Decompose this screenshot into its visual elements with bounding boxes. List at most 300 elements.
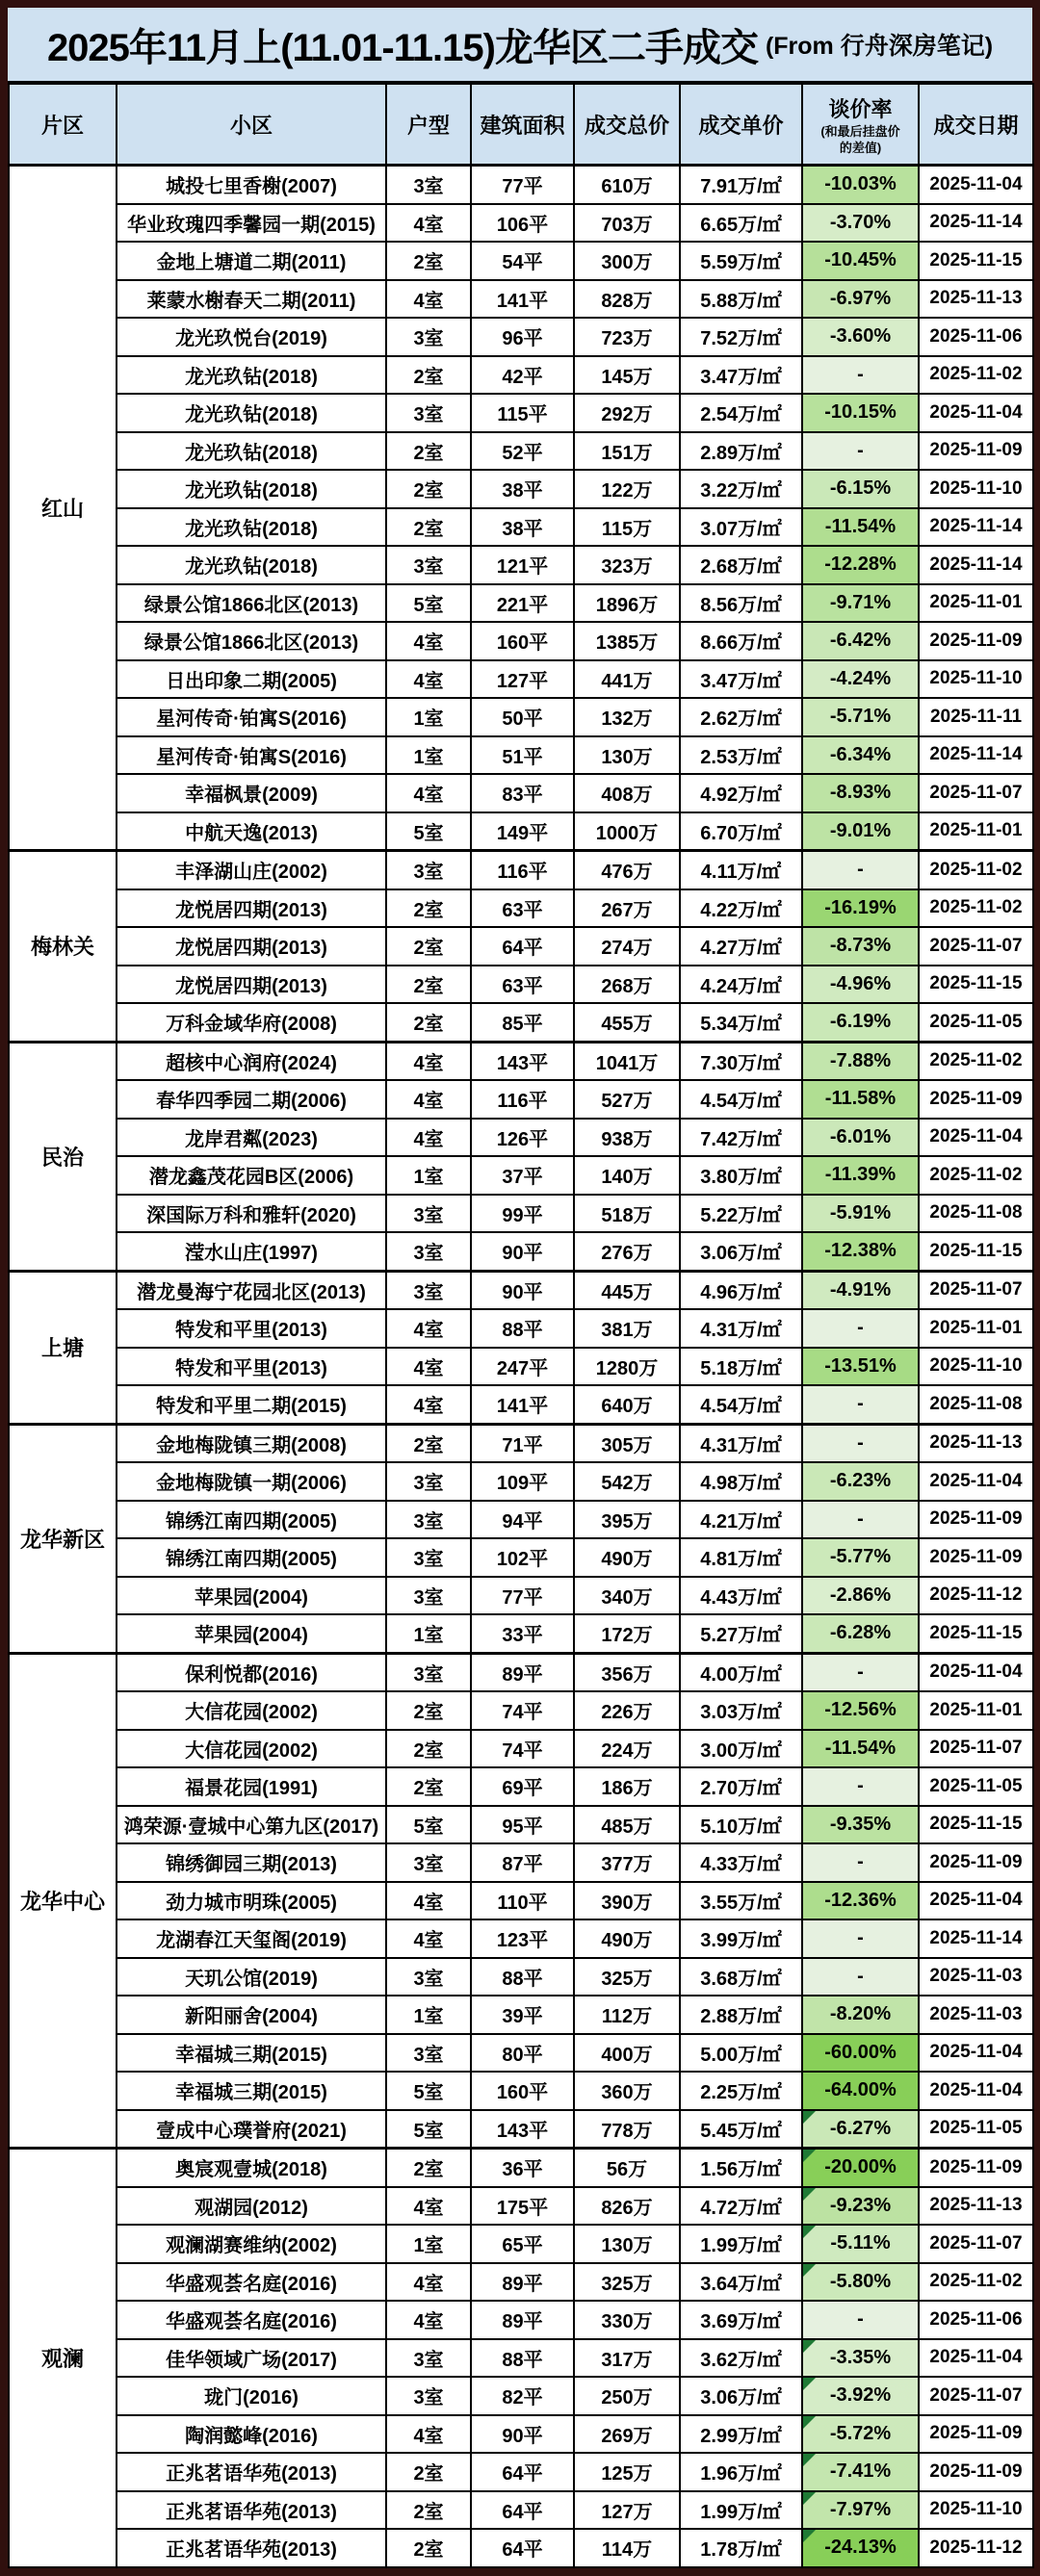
cell-total-price: 330万 <box>574 2301 680 2339</box>
cell-total-price: 276万 <box>574 1232 680 1271</box>
cell-size: 99平 <box>471 1195 574 1233</box>
cell-size: 96平 <box>471 318 574 356</box>
table-row <box>9 1730 1033 1768</box>
cell-rate: - <box>802 1767 919 1806</box>
cell-size: 160平 <box>471 2072 574 2110</box>
cell-date: 2025-11-09 <box>919 1080 1033 1119</box>
table-row <box>9 927 1033 966</box>
cell-date: 2025-11-15 <box>919 1232 1033 1271</box>
cell-layout: 4室 <box>386 2187 471 2226</box>
cell-unit-price: 1.99万/㎡ <box>680 2225 802 2263</box>
cell-total-price: 356万 <box>574 1653 680 1691</box>
cell-layout: 3室 <box>386 2339 471 2378</box>
cell-community: 绿景公馆1866北区(2013) <box>117 622 386 660</box>
cell-rate: - <box>802 851 919 889</box>
cell-rate: -7.97% <box>802 2491 919 2530</box>
cell-community: 华业玫瑰四季馨园一期(2015) <box>117 204 386 243</box>
cell-date: 2025-11-10 <box>919 470 1033 508</box>
cell-date: 2025-11-02 <box>919 1042 1033 1080</box>
cell-size: 221平 <box>471 584 574 623</box>
cell-unit-price: 5.00万/㎡ <box>680 2034 802 2073</box>
cell-date: 2025-11-07 <box>919 927 1033 966</box>
cell-size: 63平 <box>471 966 574 1004</box>
cell-total-price: 125万 <box>574 2453 680 2491</box>
cell-size: 85平 <box>471 1003 574 1042</box>
cell-total-price: 542万 <box>574 1462 680 1501</box>
title-main-text: 2025年11月上(11.01-11.15)龙华区二手成交 <box>46 26 758 69</box>
cell-rate: -5.71% <box>802 698 919 736</box>
cell-date: 2025-11-05 <box>919 2110 1033 2149</box>
cell-date: 2025-11-14 <box>919 736 1033 775</box>
cell-community: 正兆茗语华苑(2013) <box>117 2453 386 2491</box>
cell-community: 龙悦居四期(2013) <box>117 927 386 966</box>
cell-size: 141平 <box>471 1385 574 1424</box>
cell-date: 2025-11-04 <box>919 2072 1033 2110</box>
cell-community: 星河传奇·铂寓S(2016) <box>117 736 386 775</box>
cell-total-price: 778万 <box>574 2110 680 2149</box>
cell-unit-price: 1.96万/㎡ <box>680 2453 802 2491</box>
cell-rate: -8.73% <box>802 927 919 966</box>
note-corner-triangle <box>803 2188 816 2201</box>
cell-rate: -24.13% <box>802 2529 919 2567</box>
cell-size: 74平 <box>471 1730 574 1768</box>
cell-community: 日出印象二期(2005) <box>117 660 386 699</box>
cell-rate: -3.35% <box>802 2339 919 2378</box>
table-row <box>9 1691 1033 1730</box>
note-corner-triangle <box>803 2530 816 2542</box>
table-row <box>9 432 1033 471</box>
note-corner-triangle <box>803 2340 816 2353</box>
table-row <box>9 1882 1033 1920</box>
cell-layout: 2室 <box>386 966 471 1004</box>
cell-community: 幸福城三期(2015) <box>117 2034 386 2073</box>
header-rate-sub-2: 的差值) <box>839 140 882 155</box>
cell-size: 90平 <box>471 2415 574 2454</box>
cell-unit-price: 3.07万/㎡ <box>680 508 802 547</box>
cell-date: 2025-11-03 <box>919 1996 1033 2034</box>
cell-rate: -7.88% <box>802 1042 919 1080</box>
cell-unit-price: 2.88万/㎡ <box>680 1996 802 2034</box>
cell-total-price: 317万 <box>574 2339 680 2378</box>
cell-unit-price: 2.89万/㎡ <box>680 432 802 471</box>
cell-unit-price: 8.66万/㎡ <box>680 622 802 660</box>
table-row <box>9 1919 1033 1958</box>
cell-size: 80平 <box>471 2034 574 2073</box>
table-row <box>9 851 1033 889</box>
cell-layout: 3室 <box>386 1271 471 1309</box>
cell-community: 超核中心润府(2024) <box>117 1042 386 1080</box>
table-row <box>9 622 1033 660</box>
cell-total-price: 518万 <box>574 1195 680 1233</box>
table-row <box>9 1767 1033 1806</box>
cell-community: 金地上塘道二期(2011) <box>117 242 386 280</box>
cell-community: 观澜湖赛维纳(2002) <box>117 2225 386 2263</box>
cell-size: 89平 <box>471 2301 574 2339</box>
cell-date: 2025-11-08 <box>919 1195 1033 1233</box>
cell-unit-price: 1.56万/㎡ <box>680 2149 802 2187</box>
table-row <box>9 280 1033 319</box>
table-row <box>9 774 1033 812</box>
cell-community: 星河传奇·铂寓S(2016) <box>117 698 386 736</box>
note-corner-triangle <box>803 2226 816 2238</box>
table-row <box>9 660 1033 699</box>
cell-layout: 2室 <box>386 508 471 547</box>
cell-rate: -20.00% <box>802 2149 919 2187</box>
table-row <box>9 1271 1033 1309</box>
deals-table <box>8 83 1034 2568</box>
cell-size: 39平 <box>471 1996 574 2034</box>
cell-layout: 2室 <box>386 432 471 471</box>
cell-community: 特发和平里(2013) <box>117 1348 386 1386</box>
cell-total-price: 127万 <box>574 2491 680 2530</box>
cell-size: 77平 <box>471 166 574 204</box>
cell-community: 潜龙曼海宁花园北区(2013) <box>117 1271 386 1309</box>
cell-rate: - <box>802 1309 919 1348</box>
cell-date: 2025-11-15 <box>919 242 1033 280</box>
table-row <box>9 546 1033 584</box>
cell-total-price: 305万 <box>574 1424 680 1462</box>
table-body <box>9 166 1033 2567</box>
cell-rate: -3.70% <box>802 204 919 243</box>
cell-date: 2025-11-07 <box>919 2225 1033 2263</box>
cell-layout: 3室 <box>386 546 471 584</box>
cell-community: 丰泽湖山庄(2002) <box>117 851 386 889</box>
cell-layout: 2室 <box>386 1424 471 1462</box>
cell-date: 2025-11-01 <box>919 1691 1033 1730</box>
cell-unit-price: 5.45万/㎡ <box>680 2110 802 2149</box>
cell-size: 33平 <box>471 1614 574 1653</box>
cell-layout: 4室 <box>386 660 471 699</box>
cell-layout: 4室 <box>386 1385 471 1424</box>
table-row <box>9 1042 1033 1080</box>
table-row <box>9 812 1033 851</box>
table-row <box>9 1843 1033 1882</box>
cell-size: 89平 <box>471 1653 574 1691</box>
cell-community: 龙光玖钻(2018) <box>117 356 386 395</box>
cell-date: 2025-11-05 <box>919 1003 1033 1042</box>
cell-community: 鸿荣源·壹城中心第九区(2017) <box>117 1806 386 1844</box>
cell-layout: 3室 <box>386 1843 471 1882</box>
cell-total-price: 1000万 <box>574 812 680 851</box>
cell-rate: -4.24% <box>802 660 919 699</box>
cell-rate: -6.28% <box>802 1614 919 1653</box>
cell-community: 绿景公馆1866北区(2013) <box>117 584 386 623</box>
table-row <box>9 1195 1033 1233</box>
table-row <box>9 508 1033 547</box>
title-source-text: (From 行舟深房笔记) <box>765 33 994 60</box>
cell-total-price: 610万 <box>574 166 680 204</box>
cell-unit-price: 5.10万/㎡ <box>680 1806 802 1844</box>
cell-date: 2025-11-09 <box>919 2415 1033 2454</box>
cell-total-price: 1280万 <box>574 1348 680 1386</box>
cell-unit-price: 3.69万/㎡ <box>680 2301 802 2339</box>
table-row <box>9 1462 1033 1501</box>
cell-date: 2025-11-12 <box>919 2529 1033 2567</box>
cell-layout: 3室 <box>386 394 471 432</box>
cell-rate: - <box>802 1653 919 1691</box>
cell-date: 2025-11-07 <box>919 774 1033 812</box>
cell-size: 37平 <box>471 1156 574 1195</box>
header-rate <box>802 84 919 166</box>
cell-date: 2025-11-04 <box>919 1119 1033 1157</box>
cell-layout: 3室 <box>386 318 471 356</box>
cell-unit-price: 1.78万/㎡ <box>680 2529 802 2567</box>
cell-date: 2025-11-12 <box>919 1577 1033 1615</box>
cell-total-price: 250万 <box>574 2377 680 2415</box>
cell-unit-price: 8.56万/㎡ <box>680 584 802 623</box>
cell-rate: - <box>802 356 919 395</box>
cell-community: 华盛观荟名庭(2016) <box>117 2301 386 2339</box>
cell-size: 94平 <box>471 1501 574 1539</box>
cell-date: 2025-11-09 <box>919 1501 1033 1539</box>
cell-date: 2025-11-13 <box>919 2187 1033 2226</box>
table-row <box>9 1614 1033 1653</box>
cell-community: 深国际万科和雅轩(2020) <box>117 1195 386 1233</box>
table-row <box>9 2415 1033 2454</box>
cell-size: 74平 <box>471 1691 574 1730</box>
cell-community: 万科金域华府(2008) <box>117 1003 386 1042</box>
cell-community: 金地梅陇镇三期(2008) <box>117 1424 386 1462</box>
cell-size: 54平 <box>471 242 574 280</box>
cell-date: 2025-11-13 <box>919 280 1033 319</box>
cell-total-price: 224万 <box>574 1730 680 1768</box>
cell-size: 127平 <box>471 660 574 699</box>
cell-size: 149平 <box>471 812 574 851</box>
cell-size: 110平 <box>471 1882 574 1920</box>
header-size: 建筑面积 <box>471 84 574 166</box>
cell-total-price: 390万 <box>574 1882 680 1920</box>
cell-size: 63平 <box>471 889 574 928</box>
cell-rate: -8.93% <box>802 774 919 812</box>
cell-community: 天玑公馆(2019) <box>117 1958 386 1996</box>
header-community: 小区 <box>117 84 386 166</box>
cell-date: 2025-11-06 <box>919 318 1033 356</box>
cell-total-price: 527万 <box>574 1080 680 1119</box>
cell-unit-price: 2.68万/㎡ <box>680 546 802 584</box>
cell-community: 壹成中心璞誉府(2021) <box>117 2110 386 2149</box>
cell-total-price: 340万 <box>574 1577 680 1615</box>
cell-date: 2025-11-01 <box>919 584 1033 623</box>
cell-rate: -6.97% <box>802 280 919 319</box>
cell-date: 2025-11-14 <box>919 204 1033 243</box>
table-row <box>9 394 1033 432</box>
cell-layout: 1室 <box>386 1614 471 1653</box>
cell-size: 42平 <box>471 356 574 395</box>
cell-size: 115平 <box>471 394 574 432</box>
cell-rate: - <box>802 1424 919 1462</box>
header-date: 成交日期 <box>919 84 1033 166</box>
cell-community: 观湖园(2012) <box>117 2187 386 2226</box>
cell-unit-price: 7.91万/㎡ <box>680 166 802 204</box>
cell-total-price: 267万 <box>574 889 680 928</box>
cell-community: 锦绣江南四期(2005) <box>117 1501 386 1539</box>
cell-unit-price: 5.18万/㎡ <box>680 1348 802 1386</box>
cell-date: 2025-11-04 <box>919 2339 1033 2378</box>
cell-size: 116平 <box>471 1080 574 1119</box>
cell-total-price: 300万 <box>574 242 680 280</box>
cell-size: 65平 <box>471 2225 574 2263</box>
table-row <box>9 736 1033 775</box>
area-cell: 观澜 <box>9 2149 117 2567</box>
table-row <box>9 1080 1033 1119</box>
cell-unit-price: 2.53万/㎡ <box>680 736 802 775</box>
cell-total-price: 723万 <box>574 318 680 356</box>
cell-date: 2025-11-09 <box>919 622 1033 660</box>
cell-layout: 4室 <box>386 1919 471 1958</box>
table-row <box>9 1003 1033 1042</box>
cell-layout: 1室 <box>386 1156 471 1195</box>
cell-rate: - <box>802 432 919 471</box>
cell-community: 龙岸君粼(2023) <box>117 1119 386 1157</box>
cell-community: 龙悦居四期(2013) <box>117 889 386 928</box>
table-row <box>9 2263 1033 2302</box>
note-corner-triangle <box>803 2150 816 2162</box>
cell-rate: -11.54% <box>802 1730 919 1768</box>
cell-rate: -11.39% <box>802 1156 919 1195</box>
cell-rate: -16.19% <box>802 889 919 928</box>
cell-rate: - <box>802 1843 919 1882</box>
cell-size: 64平 <box>471 927 574 966</box>
cell-layout: 2室 <box>386 470 471 508</box>
cell-unit-price: 6.65万/㎡ <box>680 204 802 243</box>
cell-community: 保利悦都(2016) <box>117 1653 386 1691</box>
cell-rate: -13.51% <box>802 1348 919 1386</box>
cell-unit-price: 4.24万/㎡ <box>680 966 802 1004</box>
cell-unit-price: 3.22万/㎡ <box>680 470 802 508</box>
cell-community: 金地梅陇镇一期(2006) <box>117 1462 386 1501</box>
cell-date: 2025-11-14 <box>919 546 1033 584</box>
cell-size: 83平 <box>471 774 574 812</box>
header-total-price: 成交总价 <box>574 84 680 166</box>
cell-community: 特发和平里(2013) <box>117 1309 386 1348</box>
cell-size: 143平 <box>471 1042 574 1080</box>
cell-size: 38平 <box>471 508 574 547</box>
cell-rate: -9.71% <box>802 584 919 623</box>
cell-community: 锦绣江南四期(2005) <box>117 1538 386 1577</box>
cell-rate: - <box>802 1919 919 1958</box>
cell-total-price: 323万 <box>574 546 680 584</box>
cell-date: 2025-11-15 <box>919 966 1033 1004</box>
cell-unit-price: 2.25万/㎡ <box>680 2072 802 2110</box>
cell-unit-price: 4.72万/㎡ <box>680 2187 802 2226</box>
table-row <box>9 584 1033 623</box>
cell-layout: 2室 <box>386 2149 471 2187</box>
cell-total-price: 490万 <box>574 1919 680 1958</box>
table-row <box>9 2491 1033 2530</box>
cell-rate: - <box>802 1385 919 1424</box>
cell-total-price: 826万 <box>574 2187 680 2226</box>
cell-community: 华盛观荟名庭(2016) <box>117 2263 386 2302</box>
cell-rate: -6.19% <box>802 1003 919 1042</box>
cell-date: 2025-11-10 <box>919 1348 1033 1386</box>
cell-total-price: 408万 <box>574 774 680 812</box>
cell-unit-price: 7.30万/㎡ <box>680 1042 802 1080</box>
cell-size: 247平 <box>471 1348 574 1386</box>
cell-layout: 5室 <box>386 2072 471 2110</box>
area-cell: 龙华新区 <box>9 1424 117 1653</box>
cell-layout: 3室 <box>386 1195 471 1233</box>
cell-total-price: 274万 <box>574 927 680 966</box>
cell-unit-price: 7.42万/㎡ <box>680 1119 802 1157</box>
cell-date: 2025-11-07 <box>919 2377 1033 2415</box>
cell-layout: 4室 <box>386 1080 471 1119</box>
cell-total-price: 640万 <box>574 1385 680 1424</box>
cell-rate: -11.54% <box>802 508 919 547</box>
cell-layout: 2室 <box>386 1691 471 1730</box>
cell-rate: -12.56% <box>802 1691 919 1730</box>
table-row <box>9 2339 1033 2378</box>
cell-rate: -12.28% <box>802 546 919 584</box>
cell-size: 82平 <box>471 2377 574 2415</box>
cell-size: 123平 <box>471 1919 574 1958</box>
cell-size: 121平 <box>471 546 574 584</box>
cell-layout: 3室 <box>386 1462 471 1501</box>
cell-rate: -6.34% <box>802 736 919 775</box>
cell-rate: - <box>802 1958 919 1996</box>
cell-layout: 4室 <box>386 1119 471 1157</box>
cell-layout: 2室 <box>386 356 471 395</box>
cell-layout: 5室 <box>386 1806 471 1844</box>
cell-rate: -3.60% <box>802 318 919 356</box>
cell-unit-price: 4.98万/㎡ <box>680 1462 802 1501</box>
cell-layout: 3室 <box>386 1538 471 1577</box>
cell-date: 2025-11-10 <box>919 660 1033 699</box>
cell-total-price: 828万 <box>574 280 680 319</box>
cell-rate: -6.23% <box>802 1462 919 1501</box>
table-row <box>9 1538 1033 1577</box>
cell-layout: 4室 <box>386 1882 471 1920</box>
table-row <box>9 1501 1033 1539</box>
note-corner-triangle <box>803 2454 816 2466</box>
cell-layout: 2室 <box>386 2529 471 2567</box>
cell-date: 2025-11-09 <box>919 2453 1033 2491</box>
cell-layout: 2室 <box>386 927 471 966</box>
cell-community: 龙光玖钻(2018) <box>117 508 386 547</box>
cell-unit-price: 4.27万/㎡ <box>680 927 802 966</box>
cell-unit-price: 3.47万/㎡ <box>680 660 802 699</box>
cell-layout: 2室 <box>386 1767 471 1806</box>
cell-total-price: 130万 <box>574 2225 680 2263</box>
cell-date: 2025-11-02 <box>919 356 1033 395</box>
cell-layout: 3室 <box>386 1232 471 1271</box>
table-row <box>9 470 1033 508</box>
cell-total-price: 325万 <box>574 1958 680 1996</box>
cell-total-price: 132万 <box>574 698 680 736</box>
cell-community: 大信花园(2002) <box>117 1691 386 1730</box>
cell-rate: -5.72% <box>802 2415 919 2454</box>
cell-date: 2025-11-13 <box>919 1424 1033 1462</box>
cell-community: 龙光玖悦台(2019) <box>117 318 386 356</box>
table-row <box>9 166 1033 204</box>
cell-rate: - <box>802 1501 919 1539</box>
table-row <box>9 1156 1033 1195</box>
cell-layout: 4室 <box>386 280 471 319</box>
cell-rate: -5.77% <box>802 1538 919 1577</box>
cell-unit-price: 3.99万/㎡ <box>680 1919 802 1958</box>
cell-total-price: 360万 <box>574 2072 680 2110</box>
cell-community: 滢水山庄(1997) <box>117 1232 386 1271</box>
table-row <box>9 2187 1033 2226</box>
cell-layout: 4室 <box>386 1042 471 1080</box>
table-row <box>9 2110 1033 2149</box>
table-row <box>9 2377 1033 2415</box>
cell-total-price: 485万 <box>574 1806 680 1844</box>
cell-community: 特发和平里二期(2015) <box>117 1385 386 1424</box>
cell-rate: -60.00% <box>802 2034 919 2073</box>
table-row <box>9 356 1033 395</box>
cell-rate: -7.41% <box>802 2453 919 2491</box>
area-cell: 民治 <box>9 1042 117 1271</box>
